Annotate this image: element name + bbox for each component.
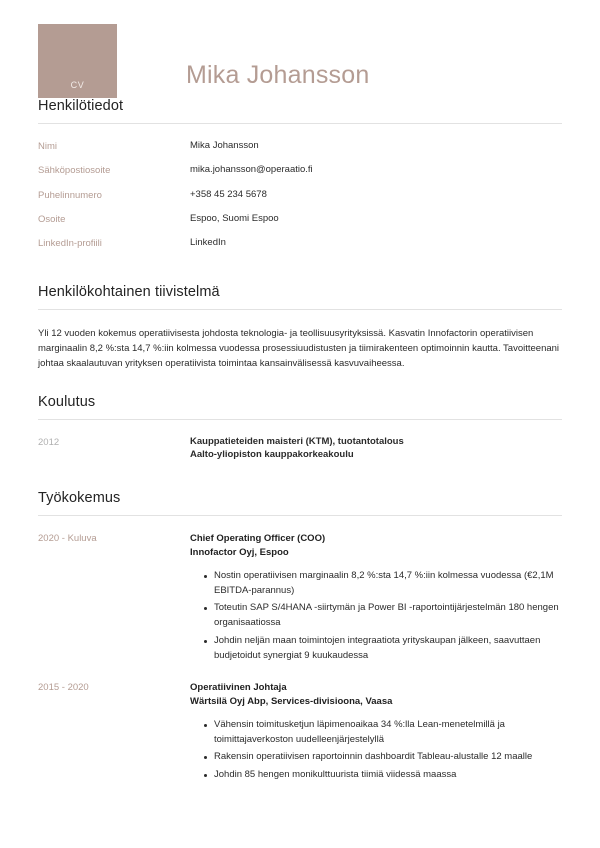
education-details (190, 436, 562, 462)
education-year: 2012 (38, 436, 60, 448)
experience-header (38, 681, 562, 709)
section-personal-details (38, 98, 562, 251)
experience-company: Innofactor Oyj, Espoo (190, 547, 289, 559)
experience-entry (38, 532, 562, 663)
detail-value-name: Mika Johansson (190, 140, 259, 151)
detail-row (38, 164, 562, 177)
experience-bullets (190, 569, 562, 663)
experience-titles (190, 532, 562, 560)
detail-label-address: Osoite (38, 214, 66, 226)
experience-header (38, 532, 562, 560)
experience-bullet: Rakensin operatiivisen raportoinnin dashboardit Tableau-alustalle 12 maalle (204, 750, 562, 765)
section-title-personal-details: Henkilötiedot (38, 98, 124, 114)
experience-job-title: Chief Operating Officer (COO) (190, 533, 326, 545)
section-education (38, 394, 562, 462)
section-divider (38, 123, 562, 124)
cv-badge-label: CV (70, 80, 85, 90)
experience-entry (38, 681, 562, 782)
cv-header (38, 0, 562, 98)
section-divider (38, 419, 562, 420)
experience-bullet: Vähensin toimitusketjun läpimenoaikaa 34 %:lla Lean-menetelmillä ja toimittajaverkoston uudelleenjärjestelyllä (204, 718, 562, 747)
detail-label-phone: Puhelinnumero (38, 189, 102, 201)
section-divider (38, 309, 562, 310)
education-entry (38, 436, 562, 462)
experience-bullet: Toteutin SAP S/4HANA -siirtymän ja Power BI -raportointijärjestelmän 180 hengen organisaatiossa (204, 601, 562, 630)
section-title-summary: Henkilökohtainen tiivistelmä (38, 283, 220, 300)
name-block (186, 61, 369, 98)
detail-value-email[interactable]: mika.johansson@operaatio.fi (190, 164, 313, 176)
detail-row (38, 213, 562, 226)
detail-label-email: Sähköpostiosoite (38, 165, 111, 177)
detail-value-phone: +358 45 234 5678 (190, 188, 267, 200)
section-summary (38, 284, 562, 372)
experience-dates: 2020 - Kuluva (38, 533, 97, 545)
detail-row (38, 237, 562, 250)
experience-titles (190, 681, 562, 709)
summary-text: Yli 12 vuoden kokemus operatiivisesta johdosta teknologia- ja teollisuusyrityksissä. Kasvatin Innofactorin operatiivisen marginaalin 8,2 %:sta 14,7 %:iin kolmessa vuodessa prosessiuudistusten ja tiimirakenteen optimoinnin kautta. Tavoitteenani johtaa skaalautuvan yrityksen operatiivista toimintaa kansainvälisessä kasvuvaiheessa. (38, 327, 560, 370)
experience-bullet: Nostin operatiivisen marginaalin 8,2 %:sta 14,7 %:iin kolmessa vuodessa (€2,1M EBITDA-parannus) (204, 569, 562, 598)
experience-company: Wärtsilä Oyj Abp, Services-divisioona, Vaasa (190, 696, 393, 708)
education-school: Aalto-yliopiston kauppakorkeakoulu (190, 448, 354, 460)
experience-bullet: Johdin 85 hengen monikulttuurista tiimiä viidessä maassa (204, 768, 562, 783)
detail-row (38, 189, 562, 202)
experience-job-title: Operatiivinen Johtaja (190, 682, 287, 694)
section-divider (38, 515, 562, 516)
section-title-experience: Työkokemus (38, 490, 121, 507)
detail-label-linkedin: LinkedIn-profiili (38, 238, 102, 250)
detail-value-address: Espoo, Suomi Espoo (190, 213, 279, 225)
experience-dates: 2015 - 2020 (38, 682, 89, 694)
experience-bullets (190, 718, 562, 783)
cv-badge (38, 24, 117, 98)
section-experience (38, 490, 562, 782)
page-title: Mika Johansson (186, 61, 370, 89)
detail-label-name: Nimi (38, 141, 57, 152)
detail-value-linkedin[interactable]: LinkedIn (190, 237, 226, 249)
detail-row (38, 140, 562, 153)
education-degree: Kauppatieteiden maisteri (KTM), tuotantotalous (190, 435, 404, 447)
section-title-education: Koulutus (38, 393, 96, 410)
experience-bullet: Johdin neljän maan toimintojen integraatiota yrityskaupan jälkeen, saavuttaen budjetoidut synergiat 9 kuukaudessa (204, 634, 562, 663)
